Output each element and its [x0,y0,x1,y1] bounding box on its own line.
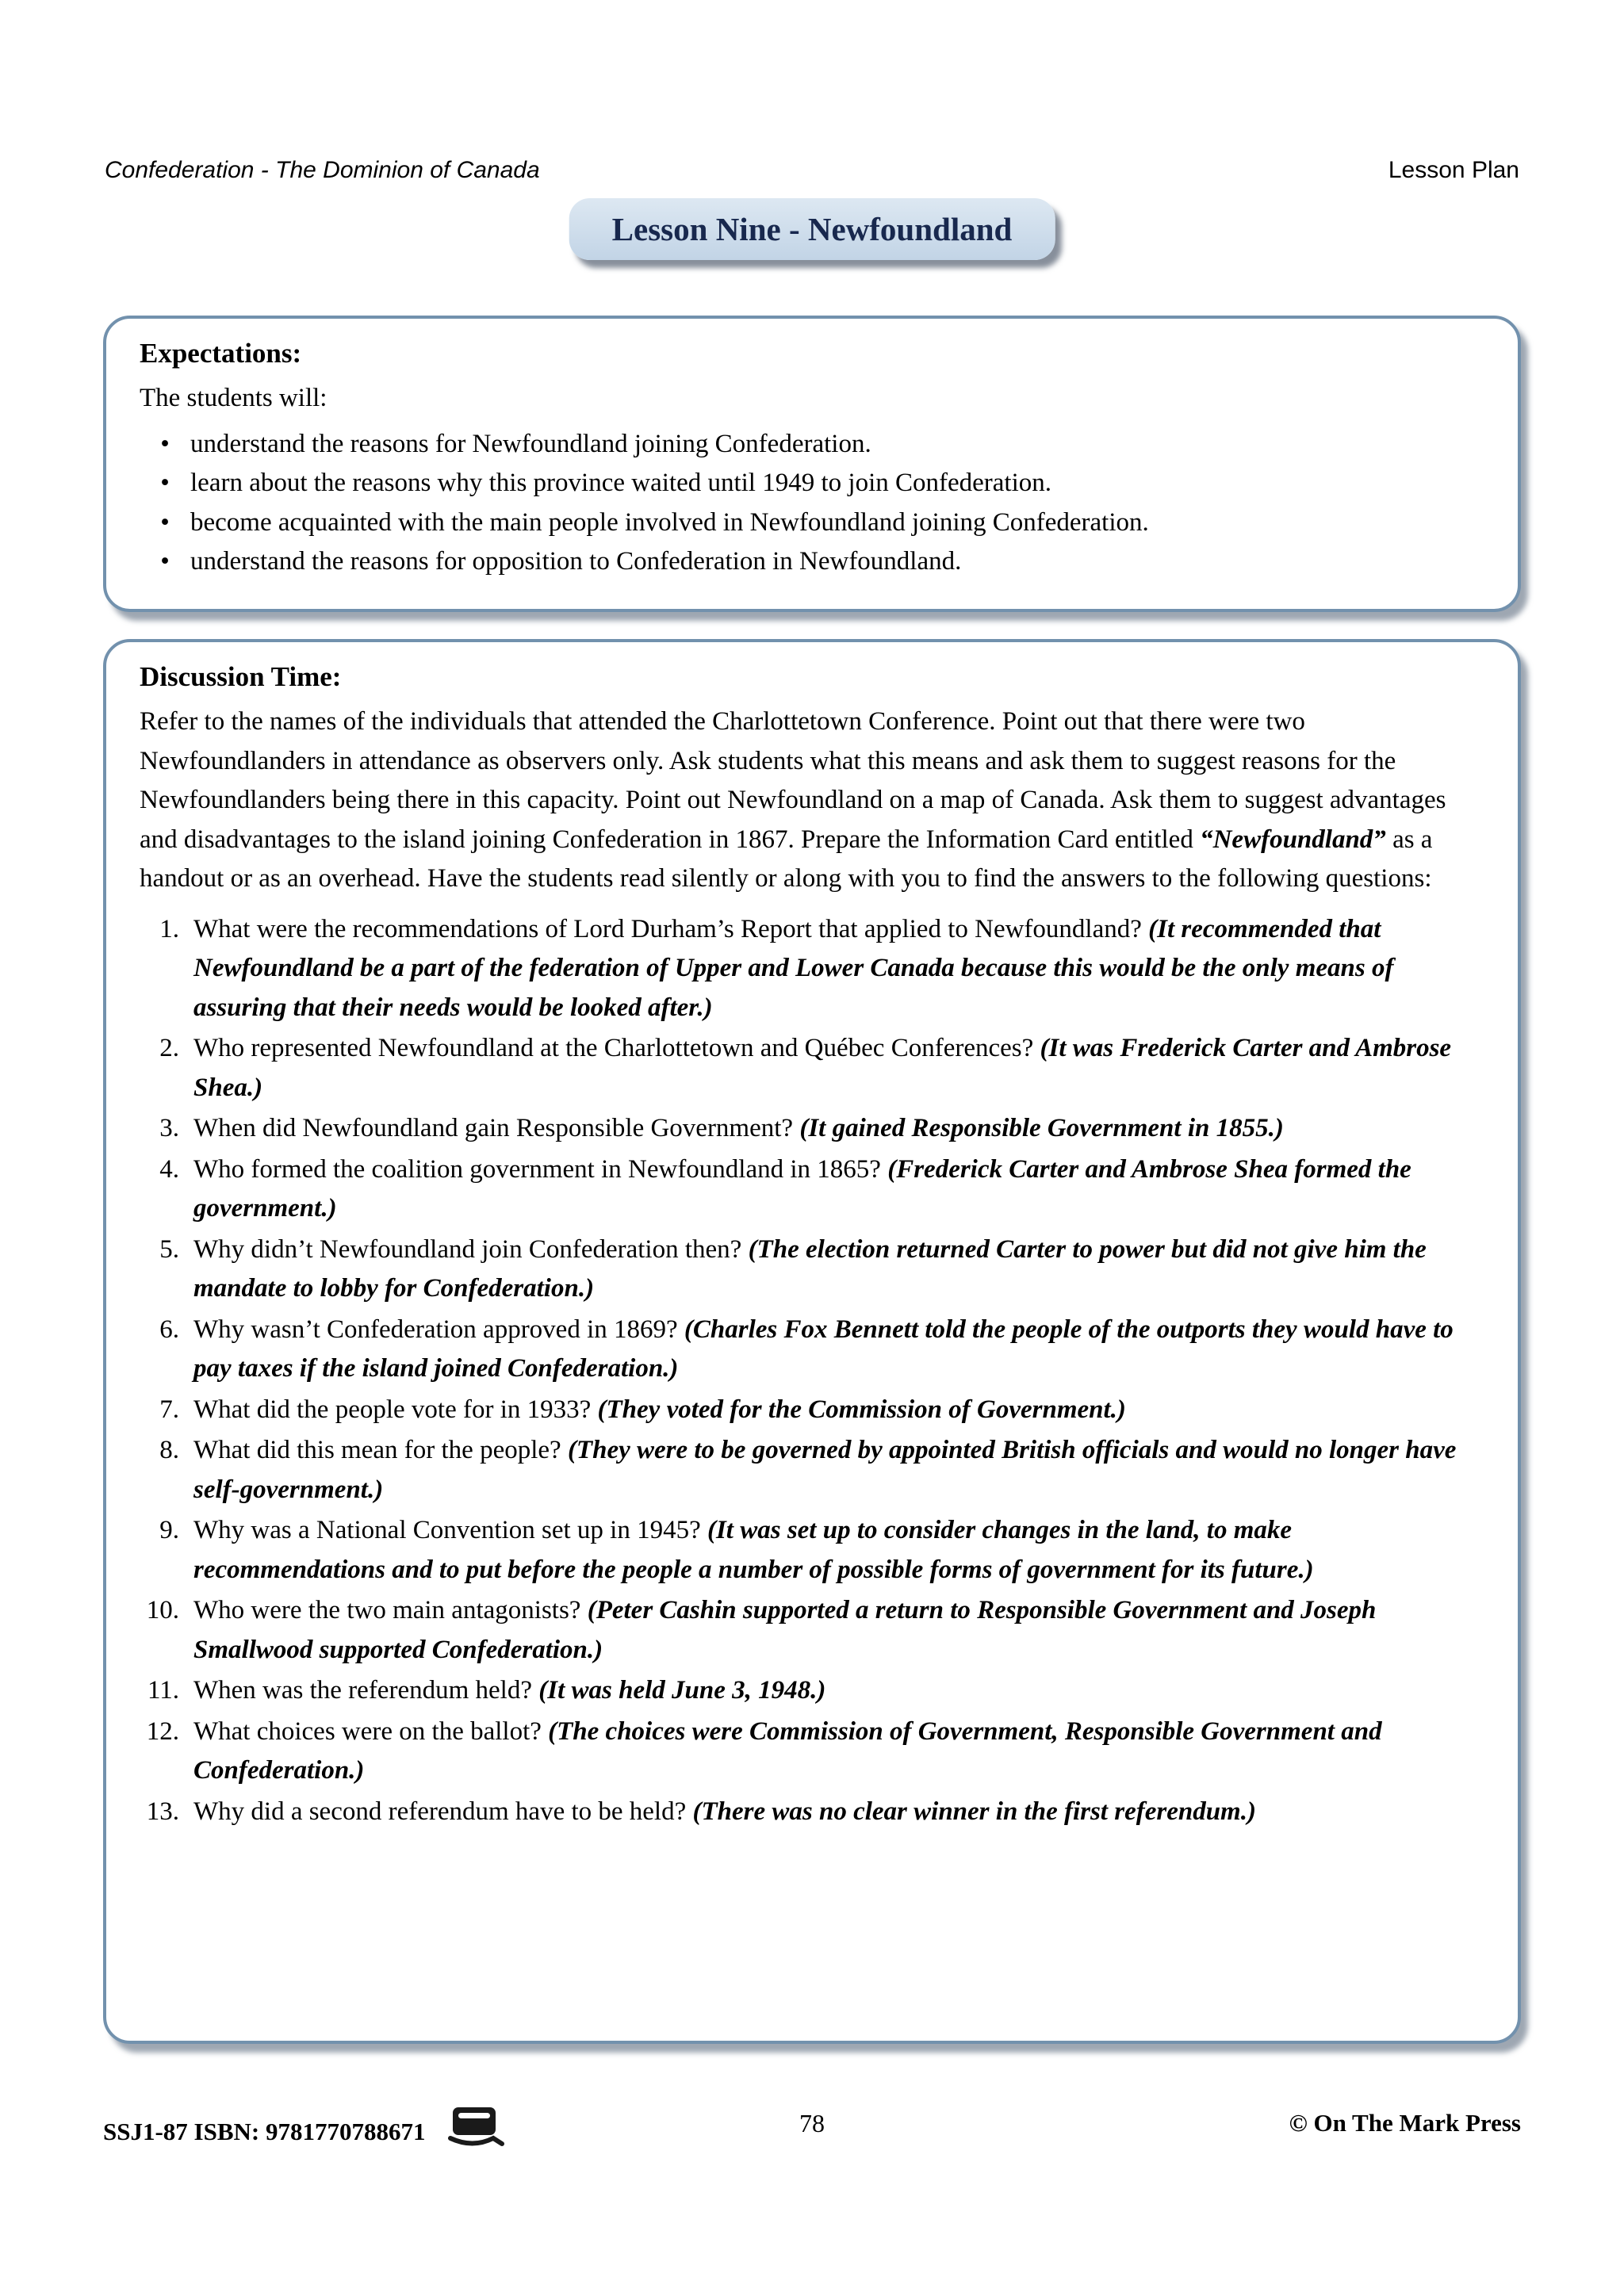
question-number: 12. [146,1716,179,1746]
page-footer [103,2099,1521,2158]
expectations-intro: The students will: [140,384,327,412]
question-item [140,1230,1483,1309]
answer-text: (Charles Fox Bennett told the people of the outports they would have to pay taxes if the island joined Confederation.) [193,1314,1454,1383]
question-item [140,910,1483,1028]
answer-text: (There was no clear winner in the first referendum.) [692,1797,1256,1826]
answer-text: (The choices were Commission of Government, Responsible Government and Confederation.) [193,1716,1382,1785]
question-body [193,1511,1483,1590]
expectation-text: become acquainted with the main people involved in Newfoundland joining Confederation. [190,507,1149,537]
question-item [140,1511,1483,1590]
question-item [140,1150,1483,1229]
question-body [193,910,1483,1028]
question-text: What did the people vote for in 1933? [193,1395,592,1424]
question-number: 9. [159,1516,179,1544]
question-text: Why was a National Convention set up in 1945? [193,1516,701,1544]
discussion-intro-emphasis: “Newfoundland” [1200,825,1386,854]
question-item [140,1311,1483,1389]
page-header [105,157,1519,184]
question-number: 3. [159,1114,179,1142]
question-body [193,1671,1483,1711]
answer-text: (The election returned Carter to power but did not give him the mandate to lobby for Confederation.) [193,1234,1427,1303]
question-item [140,1712,1483,1791]
question-number: 4. [159,1154,179,1184]
question-item [140,1793,1483,1832]
expectation-text: understand the reasons for opposition to Confederation in Newfoundland. [190,547,962,576]
question-number: 13. [146,1797,179,1826]
expectations-heading: Expectations: [140,338,302,369]
question-item [140,1109,1483,1149]
question-text: Why wasn’t Confederation approved in 1869? [193,1314,678,1344]
question-text: Who formed the coalition government in Newfoundland in 1865? [193,1154,881,1184]
question-text: What choices were on the ballot? [193,1716,542,1746]
question-number: 2. [159,1034,179,1062]
expectations-panel [103,316,1521,612]
question-body [193,1793,1483,1832]
question-text: When was the referendum held? [193,1676,532,1705]
answer-text: (They were to be governed by appointed British officials and would no longer have self-government.) [193,1436,1457,1504]
question-text: Who represented Newfoundland at the Charlottetown and Québec Conferences? [193,1034,1034,1062]
footer-copyright: © On The Mark Press [1289,2109,1521,2137]
lesson-title-badge: Lesson Nine - Newfoundland [569,198,1055,260]
question-item [140,1029,1483,1108]
question-body [193,1431,1483,1510]
question-body [193,1712,1483,1791]
question-number: 5. [159,1234,179,1264]
discussion-intro-part1: Refer to the names of the individuals that attended the Charlottetown Conference. Point out that there were two Newfoundlanders in attendance as observers only. Ask students what this means and ask them to suggest reasons for the Newfoundlanders being there in this capacity. Point out Newfoundland on a map of Canada. Ask them to suggest advantages and disadvantages to the island joining Confederation in 1867. Prepare the Information Card entitled [140,707,1446,854]
question-body [193,1591,1483,1670]
question-item [140,1391,1483,1430]
bullet-icon: • [160,429,170,458]
question-body [193,1150,1483,1229]
question-body [193,1029,1483,1108]
expectation-item [140,542,1483,582]
answer-text: (Peter Cashin supported a return to Responsible Government and Joseph Smallwood supported Confederation.) [193,1596,1377,1664]
question-item [140,1591,1483,1670]
discussion-intro-part2: as a handout or as an overhead. Have the students read silently or along with you to find the answers to the following questions: [140,825,1433,893]
question-body [193,1230,1483,1309]
answer-text: (Frederick Carter and Ambrose Shea formed the government.) [193,1154,1411,1223]
answer-text: (It was set up to consider changes in the land, to make recommendations and to put before the people a number of possible forms of government for its future.) [193,1516,1314,1584]
question-body [193,1311,1483,1389]
bullet-icon: • [160,547,170,576]
question-body [193,1109,1483,1149]
question-number: 10. [146,1596,179,1624]
question-text: Why didn’t Newfoundland join Confederation then? [193,1234,742,1264]
question-number: 7. [159,1395,179,1424]
question-number: 6. [159,1314,179,1344]
expectation-item [140,503,1483,543]
answer-text: (It gained Responsible Government in 1855.) [799,1114,1284,1142]
question-item [140,1431,1483,1510]
footer-page-number: 78 [799,2109,825,2137]
question-number: 1. [159,914,179,943]
discussion-panel [103,639,1521,2044]
question-number: 8. [159,1436,179,1464]
question-item [140,1671,1483,1711]
expectation-text: learn about the reasons why this province waited until 1949 to join Confederation. [190,469,1052,497]
question-number: 11. [147,1676,179,1705]
answer-text: (They voted for the Commission of Government.) [597,1395,1126,1424]
question-body [193,1391,1483,1430]
question-text: Why did a second referendum have to be held? [193,1797,687,1826]
bullet-icon: • [160,507,170,537]
question-text: What did this mean for the people? [193,1436,561,1464]
question-text: When did Newfoundland gain Responsible Government? [193,1114,794,1142]
header-section-label: Lesson Plan [1388,157,1519,183]
answer-text: (It was held June 3, 1948.) [538,1676,826,1705]
question-list [140,910,1483,1832]
answer-text: (It was Frederick Carter and Ambrose Shea.) [193,1034,1452,1102]
expectation-text: understand the reasons for Newfoundland joining Confederation. [190,429,871,458]
question-text: Who were the two main antagonists? [193,1596,581,1624]
question-text: What were the recommendations of Lord Durham’s Report that applied to Newfoundland? [193,914,1142,943]
answer-text: (It recommended that Newfoundland be a part of the federation of Upper and Lower Canada because this would be the only means of assuring that their needs would be looked after.) [193,914,1394,1022]
discussion-intro [140,702,1483,899]
header-series-title: Confederation - The Dominion of Canada [105,157,540,183]
expectation-item [140,464,1483,503]
footer-isbn: SSJ1-87 ISBN: 9781770788671 [103,2118,426,2145]
bullet-icon: • [160,469,170,497]
discussion-heading: Discussion Time: [140,661,342,692]
expectation-item [140,425,1483,465]
